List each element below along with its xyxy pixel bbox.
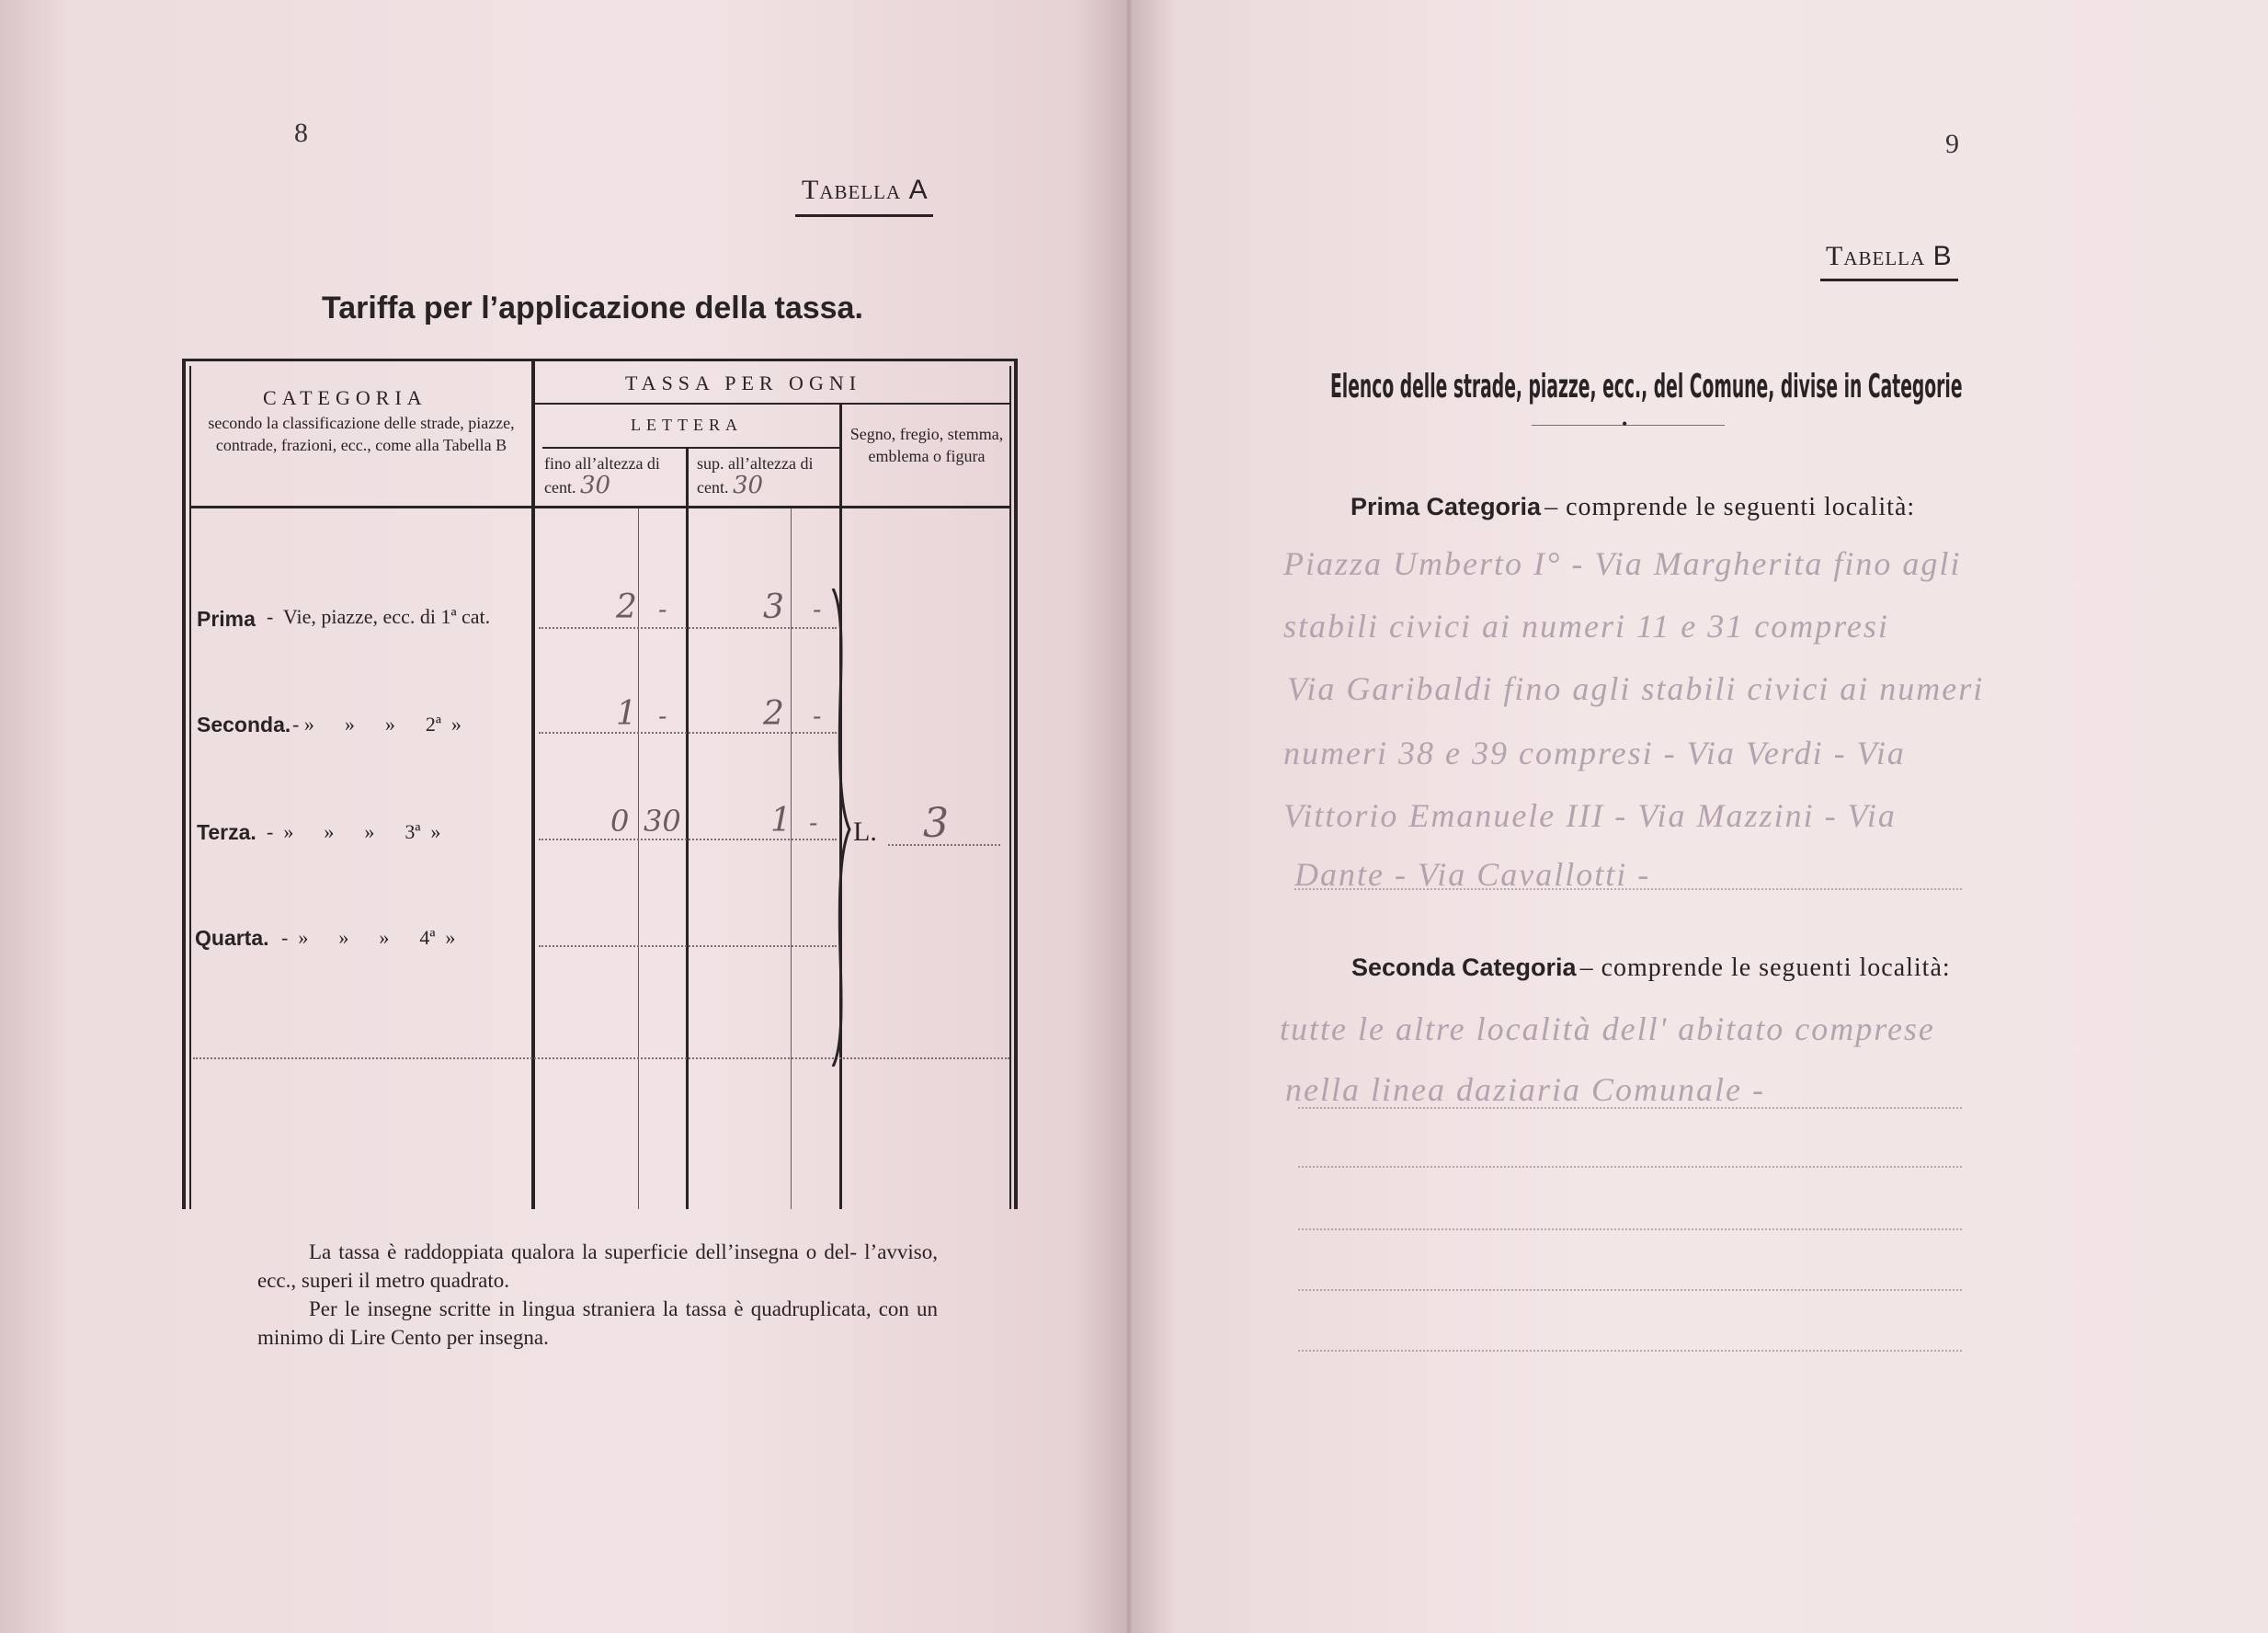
row-label: Seconda. — [197, 713, 291, 737]
title-separator — [1532, 425, 1725, 426]
lettera-header: LETTERA — [631, 416, 743, 434]
prima-rest: – comprende le seguenti località: — [1544, 493, 1916, 521]
tabella-letter: B — [1932, 241, 1953, 271]
right-page-number: 9 — [1945, 129, 1959, 159]
separator-dot-icon: • — [1622, 415, 1628, 433]
fino-header — [544, 452, 682, 498]
row-label: Quarta. — [195, 926, 269, 950]
footnote-lingua-straniera: Per le insegne scritte in lingua straniera la tassa è quadruplicata, con un minimo di Lire Cento per insegna. — [257, 1297, 938, 1349]
hand-line: Dante - Via Cavallotti - — [1294, 856, 1651, 893]
tabella-word: Tabella — [1826, 241, 1926, 271]
left-page — [0, 0, 1131, 1633]
row-label: Prima — [197, 607, 256, 631]
tabella-b-underline — [1820, 279, 1958, 281]
fino-dec: - — [658, 594, 667, 624]
fino-label: fino all’altezza di cent. — [544, 454, 660, 497]
book-gutter — [1127, 0, 1134, 1633]
row-desc: - » » » 4ª » — [281, 926, 456, 949]
sup-dec: - — [813, 701, 822, 731]
fino-dec: - — [658, 701, 667, 731]
sup-dec: - — [809, 807, 818, 838]
hand-line: Vittorio Emanuele III - Via Mazzini - Via — [1283, 797, 1897, 834]
row-label: Terza. — [197, 820, 256, 844]
row-desc: - » » » 2ª » — [292, 713, 462, 736]
fino-int: 2 — [616, 588, 637, 626]
seconda-rest: – comprende le seguenti località: — [1579, 954, 1951, 982]
tabella-a-label — [802, 175, 929, 206]
categoria-subheader: secondo la classificazione delle strade, piazze, contrade, frazioni, ecc., come alla Tabella B — [208, 414, 515, 454]
prima-head: Prima Categoria — [1351, 493, 1542, 520]
row-desc: - Vie, piazze, ecc. di 1ª cat. — [267, 605, 491, 628]
fino-int: 0 — [610, 804, 630, 839]
tabella-word: Tabella — [802, 175, 902, 205]
sup-value: 30 — [732, 472, 764, 499]
left-page-number: 8 — [294, 118, 308, 148]
sup-int: 2 — [763, 695, 784, 733]
segno-value: 3 — [923, 800, 949, 847]
tabella-letter: A — [908, 175, 929, 205]
tabella-b-label — [1826, 241, 1953, 272]
footnote-raddoppiata: La tassa è raddoppiata qualora la superficie dell’insegna o del- l’avviso, ecc., superi il metro quadrato. — [257, 1240, 938, 1292]
hand-line: Piazza Umberto I° - Via Margherita fino agli — [1283, 545, 1962, 582]
row-desc: - » » » 3ª » — [267, 820, 441, 843]
left-page-title: Tariffa per l’applicazione della tassa. — [322, 291, 863, 325]
right-page-title: Elenco delle strade, piazze, ecc., del Comune, divise in Categorie — [1330, 368, 1963, 405]
fino-dec: 30 — [644, 804, 681, 839]
hand-line: Via Garibaldi fino agli stabili civici ai numeri — [1287, 670, 1985, 707]
tabella-a-underline — [795, 214, 933, 217]
fino-int: 1 — [616, 695, 637, 733]
sup-label: sup. all’altezza di cent. — [697, 454, 814, 497]
hand-line: nella linea daziaria Comunale - — [1285, 1071, 1765, 1108]
sup-header — [697, 452, 835, 498]
prima-categoria-heading — [1351, 493, 1915, 522]
fino-value: 30 — [579, 472, 611, 499]
seconda-head: Seconda Categoria — [1351, 954, 1577, 981]
tassa-header: TASSA PER OGNI — [625, 371, 862, 394]
segno-prefix: L. — [853, 816, 877, 847]
hand-line: stabili civici ai numeri 11 e 31 compresi — [1283, 608, 1889, 645]
hand-line: numeri 38 e 39 compresi - Via Verdi - Via — [1283, 735, 1906, 771]
seconda-categoria-heading — [1351, 954, 1951, 983]
sup-int: 1 — [770, 802, 792, 839]
segno-header: Segno, fregio, stemma, emblema o figura — [849, 425, 1004, 465]
sup-int: 3 — [763, 588, 784, 626]
sup-dec: - — [813, 594, 822, 624]
hand-line: tutte le altre località dell' abitato comprese — [1280, 1011, 1935, 1047]
categoria-header: CATEGORIA — [263, 386, 427, 409]
